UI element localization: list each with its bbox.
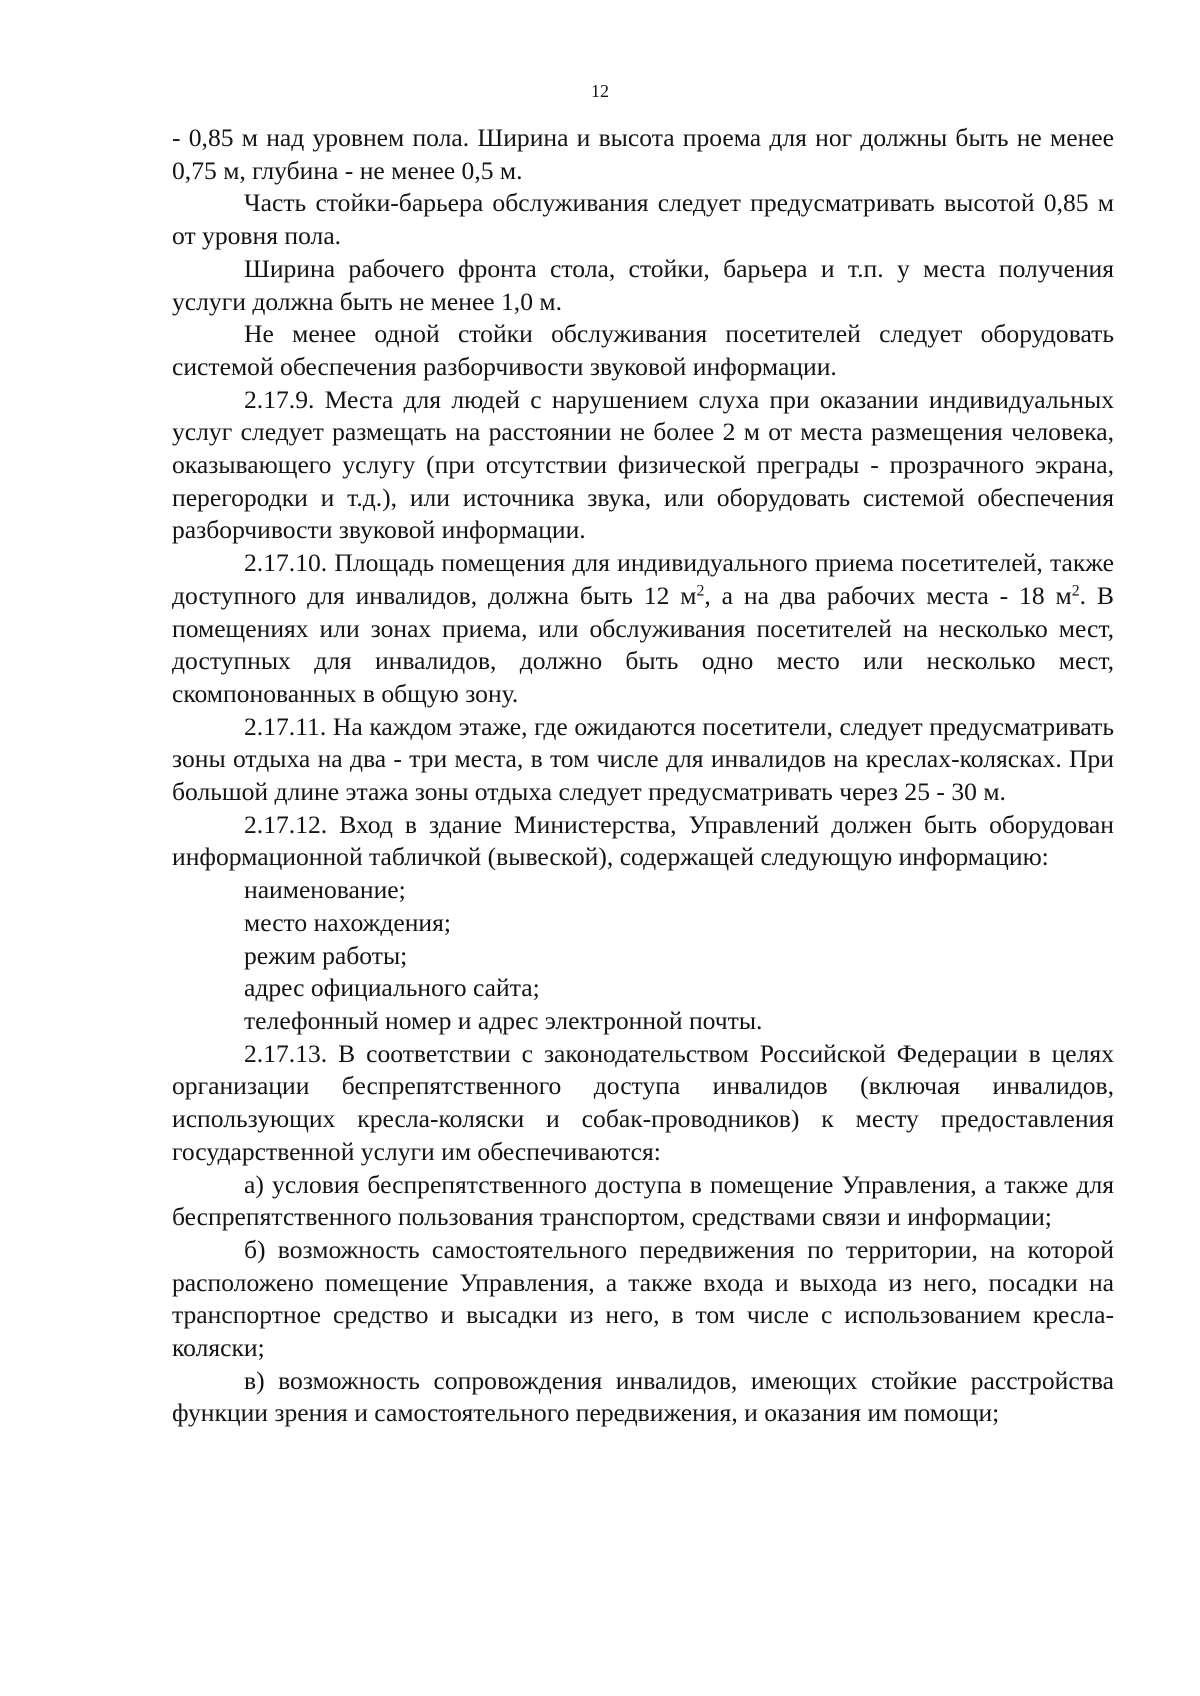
superscript-square-1: 2 (696, 582, 705, 600)
superscript-square-2: 2 (1071, 582, 1080, 600)
paragraph-2-17-10-part-3: . В помещениях или зонах приема, или обслуживания посетителей на несколько мест, доступных для инвалидов, должно быть одно место или несколько мест, скомпонованных в общую зону. (172, 580, 1114, 708)
list-item-name: наименование; (244, 875, 406, 905)
paragraph-item-a: а) условия беспрепятственного доступа в помещение Управления, а также для беспрепятственного пользования транспортом, средствами связи и информации; (172, 1169, 1114, 1232)
paragraph-2-17-12: 2.17.12. Вход в здание Министерства, Управлений должен быть оборудован информационной табличкой (вывеской), содержащей следующую информацию: (172, 809, 1114, 872)
paragraph-2-17-11: 2.17.11. На каждом этаже, где ожидаются посетители, следует предусматривать зоны отдыха на два - три места, в том числе для инвалидов на креслах-колясках. При большой длине этажа зоны отдыха следует предусматривать через 25 - 30 м. (172, 711, 1114, 807)
paragraph-2-17-10-part-1: 2.17.10. Площадь помещения для индивидуального приема посетителей, также доступного для инвалидов, должна быть 12 м (172, 548, 1114, 610)
paragraph-2-17-10 (172, 547, 1114, 711)
paragraph-2-17-9: 2.17.9. Места для людей с нарушением слуха при оказании индивидуальных услуг следует размещать на расстоянии не более 2 м от места размещения человека, оказывающего услугу (при отсутствии физической преграды - прозрачного экрана, перегородки и т.д.), или источника звука, или оборудовать системой обеспечения разборчивости звуковой информации. (172, 384, 1114, 545)
list-item-schedule: режим работы; (244, 940, 408, 970)
list-item-location: место нахождения; (244, 907, 451, 937)
paragraph-barrier-height: Часть стойки-барьера обслуживания следует предусматривать высотой 0,85 м от уровня пола. (172, 188, 1114, 251)
paragraph-continuation: - 0,85 м над уровнем пола. Ширина и высота проема для ног должны быть не менее 0,75 м, глубина - не менее 0,5 м. (172, 123, 1114, 185)
paragraph-work-front-width: Ширина рабочего фронта стола, стойки, барьера и т.п. у места получения услуги должна быть не менее 1,0 м. (172, 253, 1114, 316)
paragraph-2-17-10-part-2: , а на два рабочих места - 18 м (704, 580, 1072, 610)
list-item-contacts: телефонный номер и адрес электронной почты. (244, 1005, 763, 1035)
document-body (172, 122, 1114, 1430)
paragraph-item-b: б) возможность самостоятельного передвижения по территории, на которой расположено помещение Управления, а также входа и выхода из него, посадки на транспортное средство и высадки из него, в том числе с использованием кресла-коляски; (172, 1234, 1114, 1363)
paragraph-item-v: в) возможность сопровождения инвалидов, имеющих стойкие расстройства функции зрения и самостоятельного передвижения, и оказания им помощи; (172, 1365, 1114, 1428)
list-item-website: адрес официального сайта; (244, 973, 540, 1003)
page-number: 12 (591, 81, 609, 101)
paragraph-2-17-13: 2.17.13. В соответствии с законодательством Российской Федерации в целях организации беспрепятственного доступа инвалидов (включая инвалидов, использующих кресла-коляски и собак-проводников) к месту предоставления государственной услуги им обеспечиваются: (172, 1038, 1114, 1166)
paragraph-sound-system: Не менее одной стойки обслуживания посетителей следует оборудовать системой обеспечения разборчивости звуковой информации. (172, 319, 1114, 381)
